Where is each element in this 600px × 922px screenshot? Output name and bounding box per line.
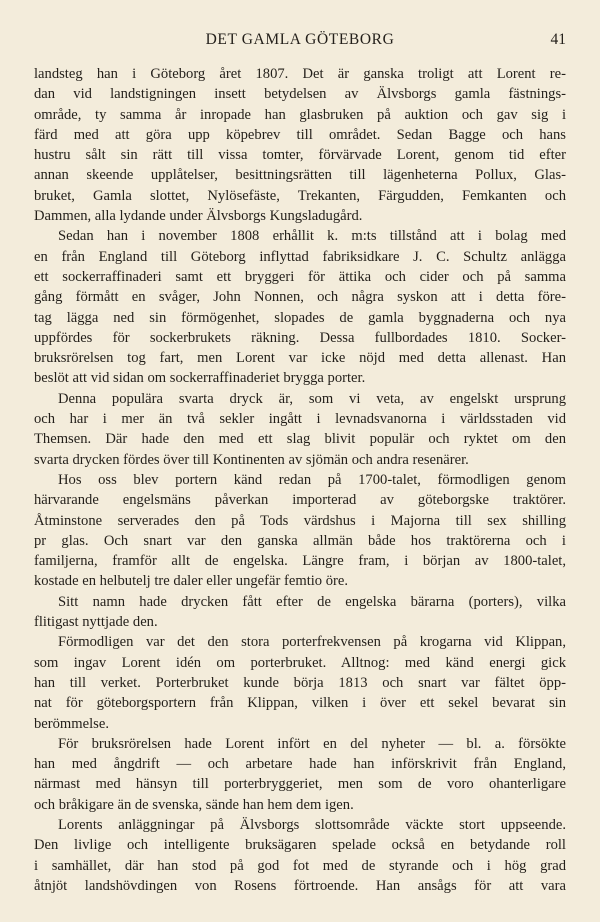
text-line: och bråkigare än de svenska, sände han hem dem igen.: [34, 796, 354, 813]
text-line: tag lägga ned sin förmögenhet, slopades de gamla byggnaderna och nya: [34, 309, 566, 326]
text-line: Åtminstone serverades den på Tods värdshus i Majorna till sex shilling: [34, 512, 566, 529]
text-line: Dammen, alla lydande under Älvsborgs Kungsladugård.: [34, 208, 363, 225]
paragraph: [34, 734, 566, 815]
paragraph: [34, 64, 566, 226]
text-line: Sedan han i november 1808 erhållit k. m:ts tillstånd att i bolag med: [58, 228, 566, 245]
text-line: han till verket. Porterbruket kunde börja 1813 och snart var fältet öpp-: [34, 674, 566, 691]
paragraph: [34, 815, 566, 896]
text-line: annan skeende upplåtelser, besittningsrätten till lägenheterna Pollux, Glas-: [34, 167, 566, 184]
paragraph: [34, 226, 566, 388]
text-line: nat för göteborgsportern från Klippan, vilken i över ett sekel bevarat sin: [34, 695, 566, 712]
text-line: flitigast nyttjade den.: [34, 614, 158, 631]
text-line: härvarande engelsmäns påverkan importerad av göteborgske traktörer.: [34, 492, 566, 509]
text-line: uppfördes för sockerbrukets räkning. Dessa fullbordades 1810. Socker-: [34, 329, 566, 346]
text-line: bruksrörelsen tog fart, men Lorent var icke nöjd med detta allenast. Han: [34, 350, 566, 367]
paragraph: [34, 632, 566, 733]
text-line: närmast med hänsyn till porterbryggeriet, men som de voro ohanterligare: [34, 776, 566, 793]
text-line: område, ty samma år inropade han glasbruken på auktion och gav sig i: [34, 106, 566, 123]
text-line: som ingav Lorent idén om porterbruket. Alltnog: med känd energi gick: [34, 654, 566, 671]
text-line: han med ångdrift — och arbetare hade han införskrivit från England,: [34, 756, 566, 773]
text-line: dan vid landstigningen insett betydelsen av Älvsborgs gamla fästnings-: [34, 86, 566, 103]
text-line: hustru sålt sin rätt till vissa tomter, förvärvade Lorent, genom tid efter: [34, 147, 566, 164]
paragraph: [34, 389, 566, 470]
text-line: ett sockerraffinaderi samt ett bryggeri för ättika och cider och på samma: [34, 268, 566, 285]
paragraph: [34, 592, 566, 633]
text-line: berömmelse.: [34, 715, 109, 732]
text-line: svarta drycken fördes över till Kontinenten av sjömän och andra resenärer.: [34, 451, 469, 468]
paragraph: [34, 470, 566, 592]
text-line: Förmodligen var det den stora porterfrekvensen på krogarna vid Klippan,: [58, 634, 566, 651]
text-line: Den livlige och intelligente bruksägaren spelade också en betydande roll: [34, 837, 566, 854]
page-header: [34, 31, 566, 53]
text-line: gång förmått en svåger, John Nonnen, och några syskon att i detta före-: [34, 289, 566, 306]
text-line: Lorents anläggningar på Älvsborgs slottsområde väckte stort uppseende.: [58, 816, 566, 833]
text-line: Denna populära svarta dryck är, som vi veta, av engelskt ursprung: [58, 390, 566, 407]
running-title: DET GAMLA GÖTEBORG: [205, 31, 395, 48]
text-line: bruket, Gamla slottet, Nylösefäste, Trekanten, Färgudden, Femkanten och: [34, 187, 566, 204]
text-line: kostade en helbutelj tre daler eller ungefär femtio öre.: [34, 573, 349, 590]
text-line: en från England till Göteborg inflyttad fabriksidkare J. C. Schultz anlägga: [34, 248, 566, 265]
text-line: beslöt att vid sidan om sockerraffinaderiet brygga porter.: [34, 370, 366, 387]
text-line: För bruksrörelsen hade Lorent infört en del nyheter — bl. a. försökte: [58, 735, 566, 752]
text-line: i samhället, där han stod på god fot med de styrande och i hög grad: [34, 857, 566, 874]
text-line: landsteg han i Göteborg året 1807. Det är ganska troligt att Lorent re-: [34, 66, 566, 82]
text-line: Sitt namn hade drycken fått efter de engelska bärarna (porters), vilka: [58, 593, 566, 610]
body-text: [34, 64, 566, 896]
text-line: åtnjöt landshövdingen von Rosens förtroende. Han ansågs för att vara: [34, 877, 566, 894]
text-line: familjerna, framför allt de engelska. Längre fram, i början av 1800-talet,: [34, 553, 566, 570]
text-line: färd med att göra upp köpebrev till området. Sedan Bagge och hans: [34, 126, 566, 143]
text-line: pr glas. Och snart var den ganska allmän både hos traktörerna och i: [34, 532, 566, 549]
text-line: Themsen. Där hade den med ett slag blivit populär och ryktet om den: [34, 431, 566, 448]
text-line: och har i mer än två sekler ingått i levnadsvanorna i världsstaden vid: [34, 411, 566, 428]
page-number: 41: [550, 31, 566, 48]
text-line: Hos oss blev portern känd redan på 1700-talet, förmodligen genom: [58, 471, 566, 488]
